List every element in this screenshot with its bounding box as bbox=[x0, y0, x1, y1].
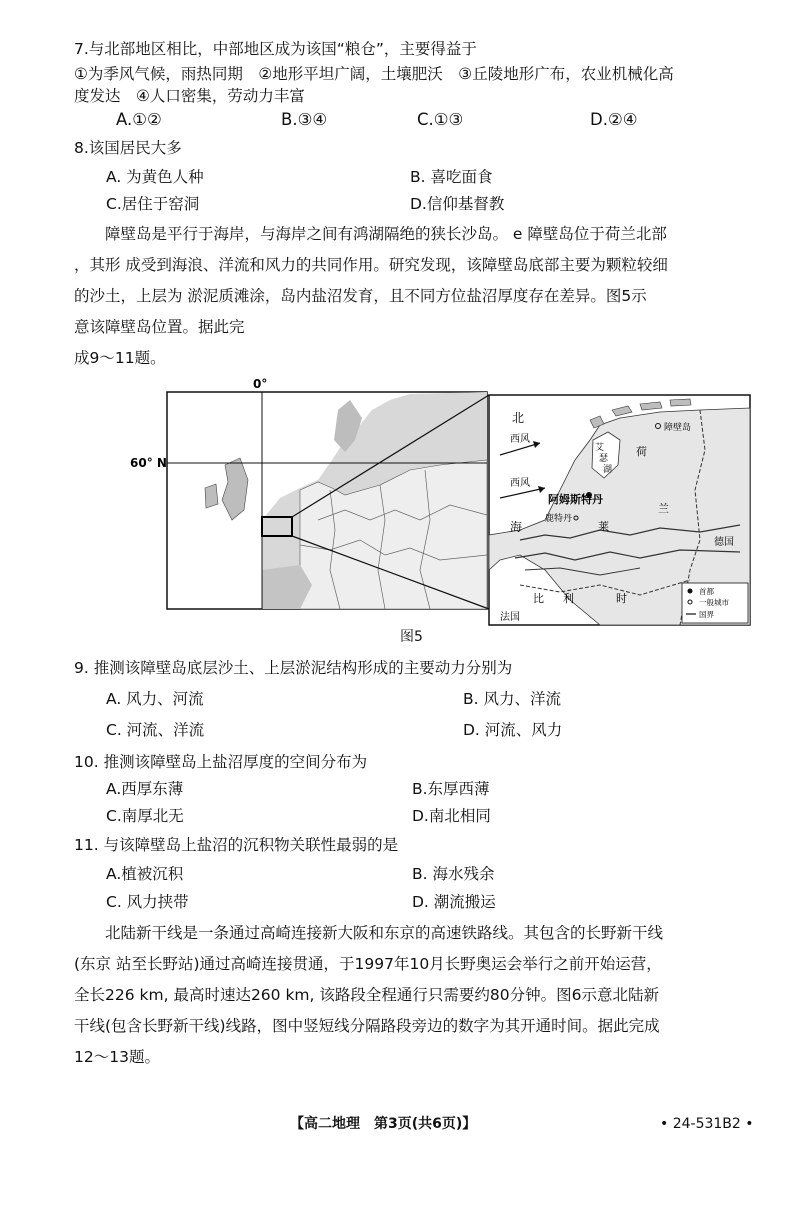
legend-city: 一般城市 bbox=[699, 598, 729, 607]
passage1-line: 障壁岛是平行于海岸，与海岸之间有鸿湖隔绝的狭长沙岛。 e 障壁岛位于荷兰北部 bbox=[105, 225, 667, 243]
figure5-caption: 图5 bbox=[400, 629, 423, 645]
q7-option-a: A.①② bbox=[116, 110, 162, 129]
passage2-line: 干线(包含长野新干线)线路，图中竖短线分隔路段旁边的数字为其开通时间。据此完成 bbox=[74, 1017, 660, 1035]
longitude-label: 0° bbox=[253, 377, 268, 391]
q9-stem: 9. 推测该障壁岛底层沙土、上层淤泥结构形成的主要动力分别为 bbox=[74, 659, 513, 677]
q10-stem: 10. 推测该障壁岛上盐沼厚度的空间分布为 bbox=[74, 753, 368, 771]
inset-lake-label: 瑟 bbox=[599, 454, 609, 464]
passage2-line: 12～13题。 bbox=[74, 1048, 160, 1066]
q9-option-d: D. 河流、风力 bbox=[463, 721, 563, 739]
q7-stem: 7.与北部地区相比，中部地区成为该国“粮仓”，主要得益于 bbox=[74, 40, 477, 58]
q8-stem: 8.该国居民大多 bbox=[74, 139, 182, 157]
inset-city-label: 鹿特丹 bbox=[545, 514, 573, 524]
page-footer-title: 【高二地理 第3页(共6页)】 bbox=[290, 1116, 477, 1132]
q7-statement-line: ①为季风气候，雨热同期 ②地形平坦广阔，土壤肥沃 ③丘陵地形广布，农业机械化高 bbox=[74, 65, 674, 83]
q8-option-d: D.信仰基督教 bbox=[410, 195, 505, 213]
europe-map bbox=[167, 392, 487, 609]
inset-lake-label: 艾 bbox=[595, 443, 605, 453]
q8-option-a: A. 为黄色人种 bbox=[106, 168, 204, 186]
q11-option-a: A.植被沉积 bbox=[106, 865, 184, 883]
figure5-map bbox=[0, 370, 793, 650]
inset-wind-label: 西风 bbox=[510, 478, 530, 489]
inset-france-label: 法国 bbox=[500, 612, 520, 623]
inset-belgium-label: 比 bbox=[533, 592, 544, 605]
legend-capital: 首都 bbox=[699, 587, 714, 596]
inset-capital-label: 阿姆斯特丹 bbox=[548, 493, 603, 506]
q9-option-c: C. 河流、洋流 bbox=[106, 721, 205, 739]
q8-option-b: B. 喜吃面食 bbox=[410, 168, 493, 186]
inset-barrier-island-label: 障壁岛 bbox=[664, 423, 692, 433]
passage2-line: (东京 站至长野站)通过高崎连接贯通，于1997年10月长野奥运会举行之前开始运营， bbox=[74, 955, 662, 973]
q7-option-b: B.③④ bbox=[281, 110, 328, 129]
q10-option-b: B.东厚西薄 bbox=[412, 780, 490, 798]
q11-option-c: C. 风力挟带 bbox=[106, 893, 189, 911]
passage1-line: 成9～11题。 bbox=[74, 349, 166, 367]
latitude-label: 60° N bbox=[130, 456, 167, 470]
inset-belgium-label: 利 bbox=[563, 592, 574, 605]
q11-option-b: B. 海水残余 bbox=[412, 865, 495, 883]
q8-option-c: C.居住于窑洞 bbox=[106, 195, 200, 213]
q7-option-d: D.②④ bbox=[590, 110, 638, 129]
q11-stem: 11. 与该障壁岛上盐沼的沉积物关联性最弱的是 bbox=[74, 836, 399, 854]
inset-germany-label: 德国 bbox=[714, 537, 734, 548]
q11-option-d: D. 潮流搬运 bbox=[412, 893, 496, 911]
passage1-line: 的沙土，上层为 淤泥质滩涂，岛内盐沼发育，且不同方位盐沼厚度存在差异。图5示 bbox=[74, 287, 647, 305]
inset-river-label: 莱 bbox=[598, 520, 609, 533]
page-footer-code: • 24-531B2 • bbox=[660, 1116, 754, 1132]
passage1-line: ，其形 成受到海浪、洋流和风力的共同作用。研究发现，该障壁岛底部主要为颗粒较细 bbox=[74, 256, 668, 274]
inset-belgium-label: 时 bbox=[616, 592, 627, 605]
q10-option-d: D.南北相同 bbox=[412, 807, 491, 825]
inset-country-label: 荷 bbox=[636, 445, 647, 458]
q10-option-c: C.南厚北无 bbox=[106, 807, 184, 825]
passage1-line: 意该障壁岛位置。据此完 bbox=[74, 318, 245, 336]
q7-option-c: C.①③ bbox=[417, 110, 464, 129]
q9-option-b: B. 风力、洋流 bbox=[463, 690, 561, 708]
passage2-line: 北陆新干线是一条通过高崎连接新大阪和东京的高速铁路线。其包含的长野新干线 bbox=[105, 924, 664, 942]
inset-north-sea-label: 海 bbox=[510, 520, 523, 534]
inset-country-label: 兰 bbox=[658, 502, 669, 515]
inset-north-sea-label: 北 bbox=[512, 411, 525, 425]
inset-lake-label: 湖 bbox=[603, 465, 613, 475]
q10-option-a: A.西厚东薄 bbox=[106, 780, 184, 798]
legend-border: 国界 bbox=[699, 610, 714, 619]
passage2-line: 全长226 km, 最高时速达260 km, 该路段全程通行只需要约80分钟。图6示意北陆新 bbox=[74, 986, 659, 1004]
q9-option-a: A. 风力、河流 bbox=[106, 690, 204, 708]
q7-statement-line: 度发达 ④人口密集，劳动力丰富 bbox=[74, 87, 305, 105]
inset-wind-label: 西风 bbox=[510, 434, 530, 445]
